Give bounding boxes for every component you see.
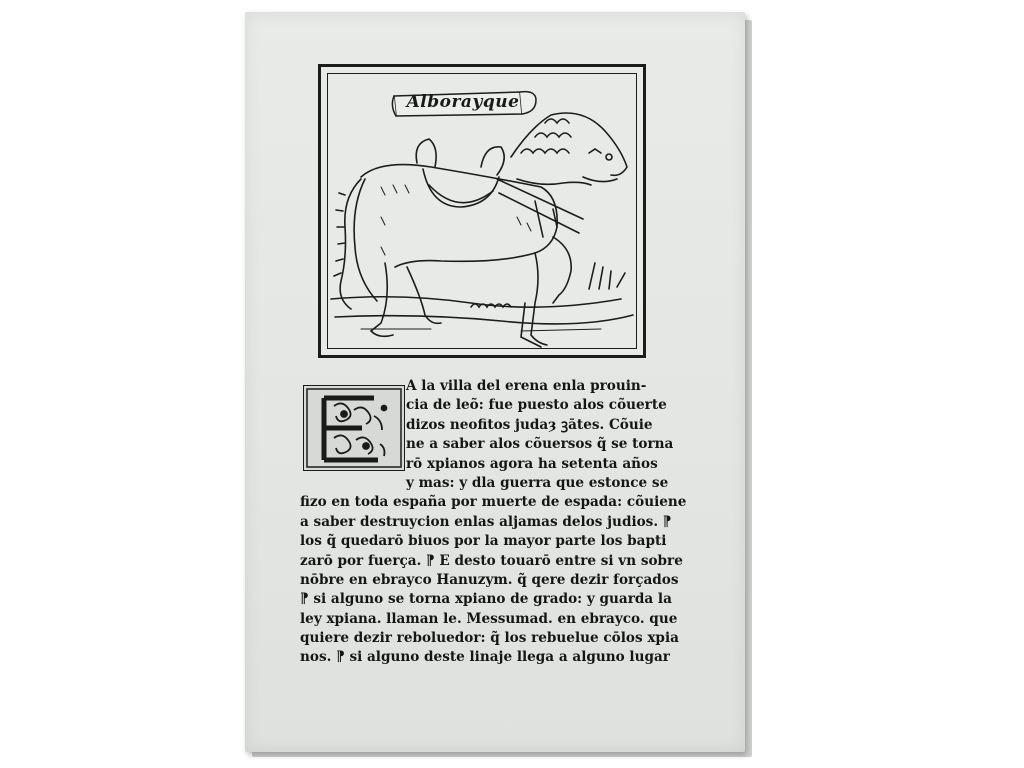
text-line: ⁋ si alguno se torna xpiano de grado: y guarda la [300, 591, 672, 608]
text-line: los q̃ quedarō biuos por la mayor parte los bapti [300, 533, 667, 550]
text-line: rō xpianos agora ha setenta años [406, 455, 658, 472]
text-line: fizo en toda españa por muerte de espada: cõuiene [300, 494, 687, 511]
text-line: nos. ⁋ si alguno deste linaje llega a alguno lugar [300, 649, 670, 666]
text-line: A la villa del erena enla prouin- [406, 378, 647, 394]
text-line: ne a saber alos cõuersos q̃ se torna [406, 436, 674, 453]
text-line: dizos neofitos judaȝ ꝫātes. Cõuie [406, 416, 653, 433]
illustration-caption: Alborayque [406, 92, 520, 112]
text-line: nōbre en ebrayco Hanuzym. q̃ qere dezir forçados [300, 571, 679, 588]
text-line: ley xpiana. llaman le. Messumad. en ebrayco. que [300, 610, 678, 627]
text-line: cia de leõ: fue puesto alos cõuerte [406, 397, 667, 414]
text-line: a saber destruycion enlas aljamas delos judios. ⁋ [300, 513, 672, 530]
body-text [300, 377, 687, 668]
text-line: quiere dezir reboluedor: q̃ los rebuelue cōlos xpia [300, 630, 679, 647]
text-line: zarō por fuerça. ⁋ E desto touarō entre si vn sobre [300, 552, 683, 569]
text-line: y mas: y dla guerra que estonce se [406, 474, 669, 491]
